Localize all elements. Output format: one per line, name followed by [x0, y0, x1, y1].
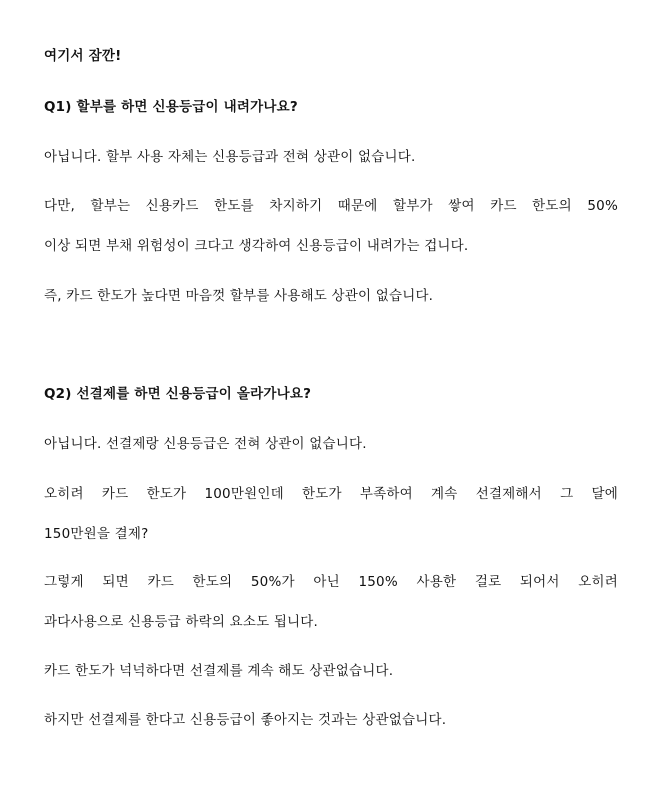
- q2-answer-paragraph-2-line-2: 150만원을 결제?: [44, 526, 149, 542]
- question-1: Q1) 할부를 하면 신용등급이 내려가나요?: [44, 99, 298, 115]
- q1-answer-paragraph-2-line-2: 이상 되면 부채 위험성이 크다고 생각하여 신용등급이 내려가는 겁니다.: [44, 238, 469, 254]
- q2-answer-paragraph-3-line-1: 그렇게 되면 카드 한도의 50%가 아닌 150% 사용한 걸로 되어서 오히려: [44, 574, 618, 590]
- q2-answer-paragraph-1: 아닙니다. 선결제랑 신용등급은 전혀 상관이 없습니다.: [44, 436, 367, 452]
- question-2: Q2) 선결제를 하면 신용등급이 올라가나요?: [44, 386, 312, 402]
- q2-answer-paragraph-5: 하지만 선결제를 한다고 신용등급이 좋아지는 것과는 상관없습니다.: [44, 712, 447, 728]
- section-title: 여기서 잠깐!: [44, 48, 122, 64]
- q1-answer-paragraph-1: 아닙니다. 할부 사용 자체는 신용등급과 전혀 상관이 없습니다.: [44, 149, 416, 165]
- q2-answer-paragraph-4: 카드 한도가 넉넉하다면 선결제를 계속 해도 상관없습니다.: [44, 663, 394, 679]
- q2-answer-paragraph-3-line-2: 과다사용으로 신용등급 하락의 요소도 됩니다.: [44, 614, 319, 630]
- q1-answer-paragraph-3: 즉, 카드 한도가 높다면 마음껏 할부를 사용해도 상관이 없습니다.: [44, 288, 434, 304]
- q1-answer-paragraph-2-line-1: 다만, 할부는 신용카드 한도를 차지하기 때문에 할부가 쌓여 카드 한도의 50%: [44, 198, 618, 214]
- q2-answer-paragraph-2-line-1: 오히려 카드 한도가 100만원인데 한도가 부족하여 계속 선결제해서 그 달에: [44, 486, 618, 502]
